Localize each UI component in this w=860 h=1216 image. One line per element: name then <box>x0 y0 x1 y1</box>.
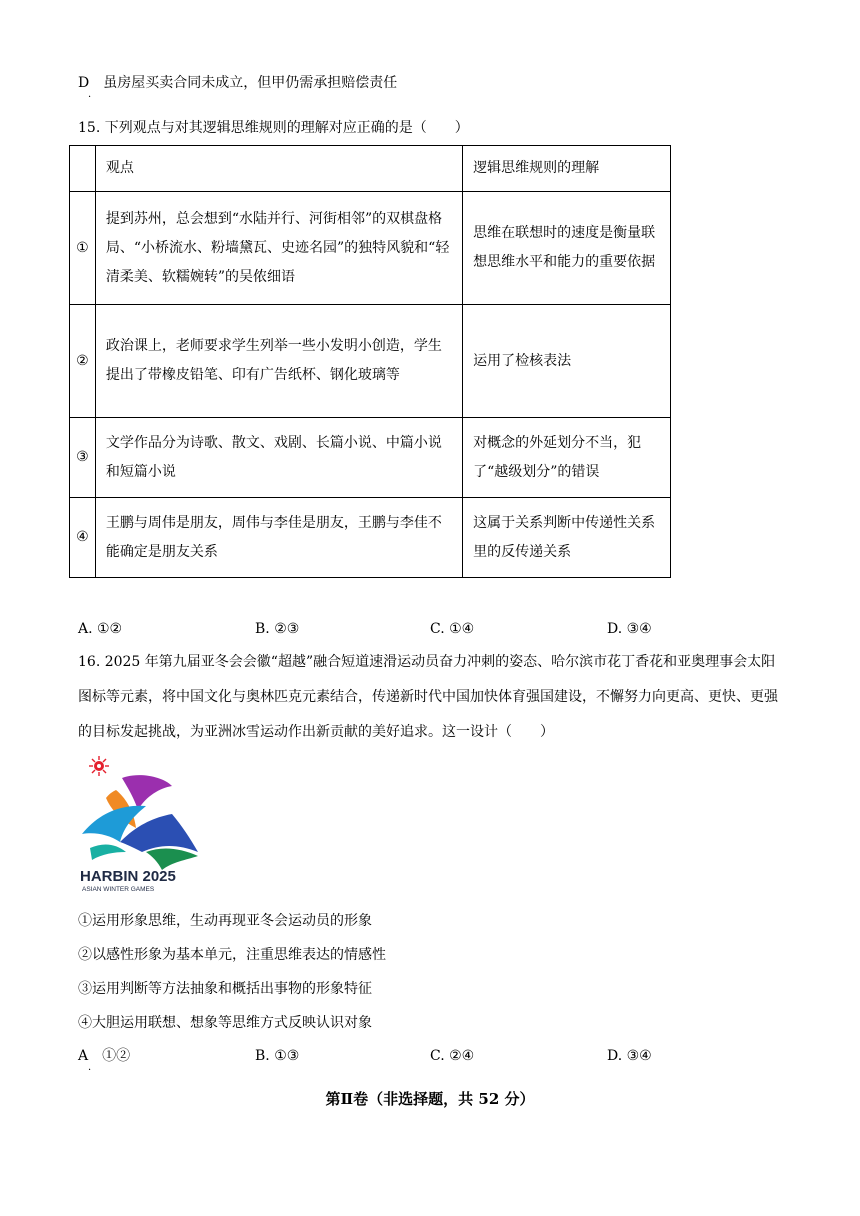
row-rule: 运用了检核表法 <box>463 305 671 418</box>
harbin-2025-logo-image <box>76 752 204 894</box>
row-view: 提到苏州，总会想到“水陆并行、河街相邻”的双棋盘格局、“小桥流水、粉墙黛瓦、史迹名园”的独特风貌和“轻清柔美、软糯婉转”的吴侬细语 <box>95 192 462 305</box>
q16-statement-2: ②以感性形象为基本单元，注重思维表达的情感性 <box>78 947 386 963</box>
q16-option-b: B. ①③ <box>255 1048 300 1064</box>
row-rule: 对概念的外延划分不当，犯了“越级划分”的错误 <box>463 418 671 498</box>
q14-option-d: D 虽房屋买卖合同未成立，但甲仍需承担赔偿责任 <box>78 75 398 91</box>
q15-option-c: C. ①④ <box>430 621 475 637</box>
header-view-cell: 观点 <box>95 146 462 192</box>
table-row <box>70 498 671 578</box>
logo-subtext: ASIAN WINTER GAMES <box>82 886 155 893</box>
row-num: ④ <box>70 498 96 578</box>
header-rule-cell: 逻辑思维规则的理解 <box>463 146 671 192</box>
row-rule: 思维在联想时的速度是衡量联想思维水平和能力的重要依据 <box>463 192 671 305</box>
emphasis-dot: · <box>88 1065 92 1076</box>
q16-statement-3: ③运用判断等方法抽象和概括出事物的形象特征 <box>78 981 372 997</box>
section-title: 第Ⅱ卷（非选择题，共 52 分） <box>325 1090 535 1108</box>
q15-table <box>69 145 671 578</box>
row-rule: 这属于关系判断中传递性关系里的反传递关系 <box>463 498 671 578</box>
row-num: ① <box>70 192 96 305</box>
q15-option-a: A. ①② <box>78 621 123 637</box>
table-row <box>70 305 671 418</box>
emphasis-dot: · <box>88 92 92 103</box>
q16-option-d: D. ③④ <box>607 1048 652 1064</box>
row-num: ② <box>70 305 96 418</box>
row-num: ③ <box>70 418 96 498</box>
q16-option-c: C. ②④ <box>430 1048 475 1064</box>
table-row <box>70 418 671 498</box>
q15-option-d: D. ③④ <box>607 621 652 637</box>
q16-statement-4: ④大胆运用联想、想象等思维方式反映认识对象 <box>78 1015 372 1031</box>
q16-statement-1: ①运用形象思维，生动再现亚冬会运动员的形象 <box>78 913 372 929</box>
logo-wordmark: HARBIN 2025 <box>80 868 176 885</box>
q15-stem: 15. 下列观点与对其逻辑思维规则的理解对应正确的是（ ） <box>78 120 469 136</box>
table-row <box>70 192 671 305</box>
row-view: 王鹏与周伟是朋友，周伟与李佳是朋友，王鹏与李佳不能确定是朋友关系 <box>95 498 462 578</box>
header-num-cell <box>70 146 96 192</box>
table-header-row <box>70 146 671 192</box>
row-view: 文学作品分为诗歌、散文、戏剧、长篇小说、中篇小说和短篇小说 <box>95 418 462 498</box>
q16-stem: 16. 2025 年第九届亚冬会会徽“超越”融合短道速滑运动员奋力冲刺的姿态、哈尔滨市花丁香花和亚奥理事会太阳图标等元素，将中国文化与奥林匹克元素结合，传递新时代中国加快体育强国建设，不懈努力向更高、更快、更强的目标发起挑战，为亚洲冰雪运动作出新贡献的美好追求。这一设计（ ） <box>78 654 778 740</box>
q15-option-b: B. ②③ <box>255 621 300 637</box>
q16-option-a: A ①② <box>78 1048 131 1064</box>
row-view: 政治课上，老师要求学生列举一些小发明小创造，学生提出了带橡皮铅笔、印有广告纸杯、钢化玻璃等 <box>95 305 462 418</box>
